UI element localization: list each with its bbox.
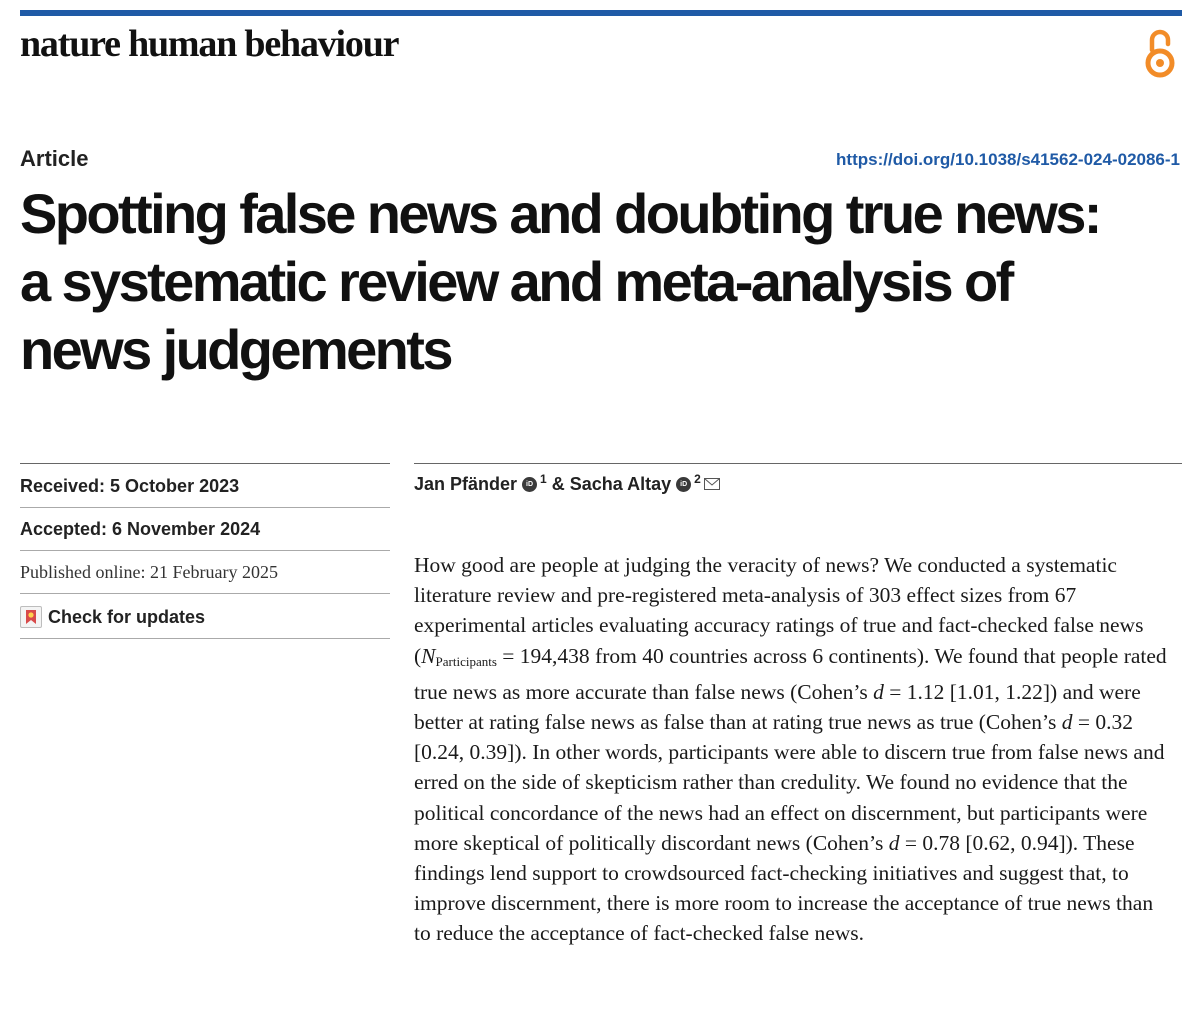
authors-top-divider bbox=[414, 463, 1182, 464]
published-date: Published online: 21 February 2025 bbox=[20, 562, 278, 582]
meta-divider bbox=[20, 638, 390, 639]
abstract-text: = 194,438 from 40 countries across 6 continents). We found that people rated true news as more accurate than false news (Cohen’s bbox=[414, 643, 1167, 704]
meta-top-divider bbox=[20, 463, 390, 464]
check-for-updates-button[interactable] bbox=[20, 605, 205, 629]
affiliation-marker[interactable]: 1 bbox=[540, 471, 547, 486]
meta-divider bbox=[20, 593, 390, 594]
author-list bbox=[414, 471, 720, 495]
author-separator: & bbox=[546, 474, 570, 494]
mail-icon[interactable] bbox=[704, 474, 720, 495]
doi-link[interactable]: https://doi.org/10.1038/s41562-024-02086-1 bbox=[836, 150, 1180, 169]
cohens-d-symbol: d bbox=[873, 679, 884, 704]
accepted-date: Accepted: 6 November 2024 bbox=[20, 519, 261, 539]
bookmark-icon bbox=[20, 606, 42, 628]
author-name[interactable]: Jan Pfänder bbox=[414, 474, 518, 494]
meta-divider bbox=[20, 507, 390, 508]
title-line: a systematic review and meta-analysis of bbox=[20, 250, 1012, 313]
abstract-text: = 1.12 [1.01, 1.22]) and were better at rating false news as false than at rating true news as true (Cohen’s bbox=[414, 679, 1141, 735]
journal-top-rule bbox=[20, 10, 1182, 16]
author-name[interactable]: Sacha Altay bbox=[569, 474, 672, 494]
orcid-icon[interactable]: iD bbox=[522, 477, 537, 492]
cohens-d-symbol: d bbox=[888, 830, 900, 855]
orcid-icon[interactable]: iD bbox=[676, 477, 691, 492]
abstract-text: = 0.78 [0.62, 0.94]). These findings lend support to crowdsourced fact-checking initiatives and suggest that, to improve discernment, there is more room to increase the acceptance of true news than to reduce the acceptance of fact-checked false news. bbox=[414, 830, 1154, 946]
meta-divider bbox=[20, 550, 390, 551]
journal-name[interactable]: nature human behaviour bbox=[20, 23, 399, 65]
n-subscript: Participants bbox=[435, 653, 497, 669]
abstract bbox=[414, 550, 1174, 949]
open-access-icon[interactable] bbox=[1140, 26, 1180, 82]
affiliation-marker[interactable]: 2 bbox=[694, 471, 701, 486]
check-for-updates-label: Check for updates bbox=[48, 606, 206, 627]
title-line: Spotting false news and doubting true news: bbox=[20, 182, 1100, 245]
abstract-text: How good are people at judging the veracity of news? We conducted a systematic literature review and pre-registered meta-analysis of 303 effect sizes from 67 experimental articles evaluating accuracy ratings of true and fact-checked false news ( bbox=[414, 553, 1144, 668]
abstract-text: = 0.32 [0.24, 0.39]). In other words, participants were able to discern true from false news and erred on the side of skepticism rather than credulity. We found no evidence that the political concordance of the news had an effect on discernment, but participants were more skeptical of politically discordant news (Cohen’s bbox=[414, 710, 1165, 855]
article-title bbox=[20, 180, 1190, 384]
received-date: Received: 5 October 2023 bbox=[20, 476, 240, 496]
article-type-label: Article bbox=[20, 146, 89, 171]
cohens-d-symbol: d bbox=[1061, 710, 1073, 735]
n-symbol: N bbox=[421, 643, 436, 668]
title-line: news judgements bbox=[20, 318, 451, 381]
